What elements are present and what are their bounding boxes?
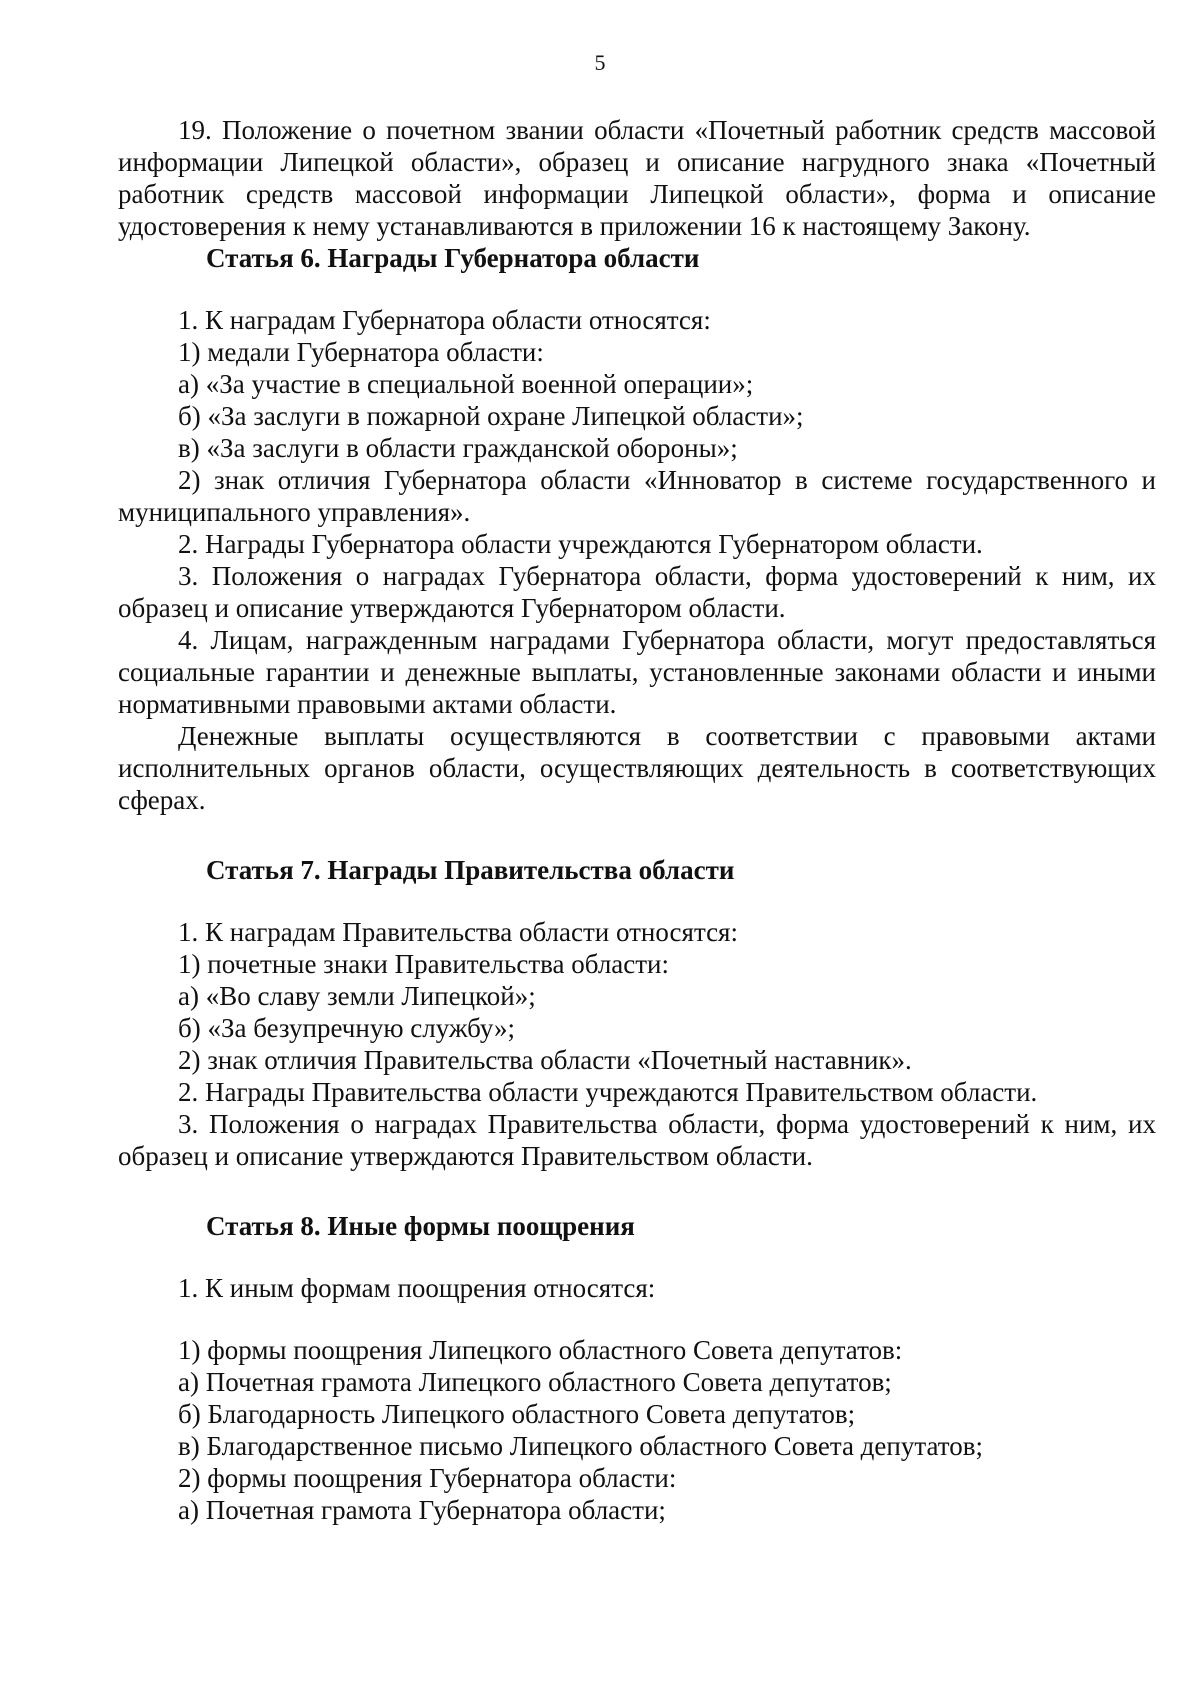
- article7-p1: 1. К наградам Правительства области относятся:: [178, 917, 738, 947]
- article6-p4: 4. Лицам, награжденным наградами Губернатора области, могут предоставляться социальные гарантии и денежные выплаты, установленные законами области и иными нормативными правовыми актами области.: [118, 625, 1156, 719]
- article6-p1-1b: б) «За заслуги в пожарной охране Липецкой области»;: [178, 401, 804, 431]
- article8-p1-1b: б) Благодарность Липецкого областного Совета депутатов;: [178, 1399, 856, 1429]
- article6-p1: 1. К наградам Губернатора области относятся:: [178, 305, 711, 335]
- article6-p1-1c: в) «За заслуги в области гражданской обороны»;: [178, 433, 738, 463]
- article8-p1-1a: а) Почетная грамота Липецкого областного Совета депутатов;: [178, 1367, 892, 1397]
- article6-heading: Статья 6. Награды Губернатора области: [206, 243, 700, 273]
- page-number: 5: [594, 50, 606, 75]
- article8-p1-1: 1) формы поощрения Липецкого областного Совета депутатов:: [178, 1335, 903, 1365]
- article7-p1-1b: б) «За безупречную службу»;: [178, 1013, 516, 1043]
- article7-heading: Статья 7. Награды Правительства области: [206, 855, 735, 885]
- article7-p1-1: 1) почетные знаки Правительства области:: [178, 949, 670, 979]
- article8-p1-1c: в) Благодарственное письмо Липецкого областного Совета депутатов;: [178, 1431, 983, 1461]
- article6-p3: 3. Положения о наградах Губернатора области, форма удостоверений к ним, их образец и описание утверждаются Губернатором области.: [118, 561, 1156, 623]
- article6-p2: 2. Награды Губернатора области учреждаются Губернатором области.: [178, 529, 983, 559]
- article8-p1: 1. К иным формам поощрения относятся:: [178, 1273, 656, 1303]
- article6-p1-1a: а) «За участие в специальной военной операции»;: [178, 369, 754, 399]
- article6-p1-2: 2) знак отличия Губернатора области «Инноватор в системе государственного и муниципального управления».: [118, 465, 1156, 527]
- document-body: [118, 114, 1156, 1526]
- article8-p1-2: 2) формы поощрения Губернатора области:: [178, 1463, 677, 1493]
- article5-item-19: 19. Положение о почетном звании области «Почетный работник средств массовой информации Липецкой области», образец и описание нагрудного знака «Почетный работник средств массовой информации Липецкой области», форма и описание удостоверения к нему устанавливаются в приложении 16 к настоящему Закону.: [118, 115, 1156, 241]
- article6-p4-note: Денежные выплаты осуществляются в соответствии с правовыми актами исполнительных органов области, осуществляющих деятельность в соответствующих сферах.: [118, 721, 1156, 815]
- article7-p3: 3. Положения о наградах Правительства области, форма удостоверений к ним, их образец и описание утверждаются Правительством области.: [118, 1109, 1156, 1171]
- article8-heading: Статья 8. Иные формы поощрения: [206, 1211, 635, 1241]
- article7-p1-1a: а) «Во славу земли Липецкой»;: [178, 981, 536, 1011]
- article6-p1-1: 1) медали Губернатора области:: [178, 337, 544, 367]
- article7-p2: 2. Награды Правительства области учреждаются Правительством области.: [178, 1077, 1038, 1107]
- article7-p1-2: 2) знак отличия Правительства области «Почетный наставник».: [178, 1045, 912, 1075]
- article8-p1-2a: а) Почетная грамота Губернатора области;: [178, 1495, 666, 1525]
